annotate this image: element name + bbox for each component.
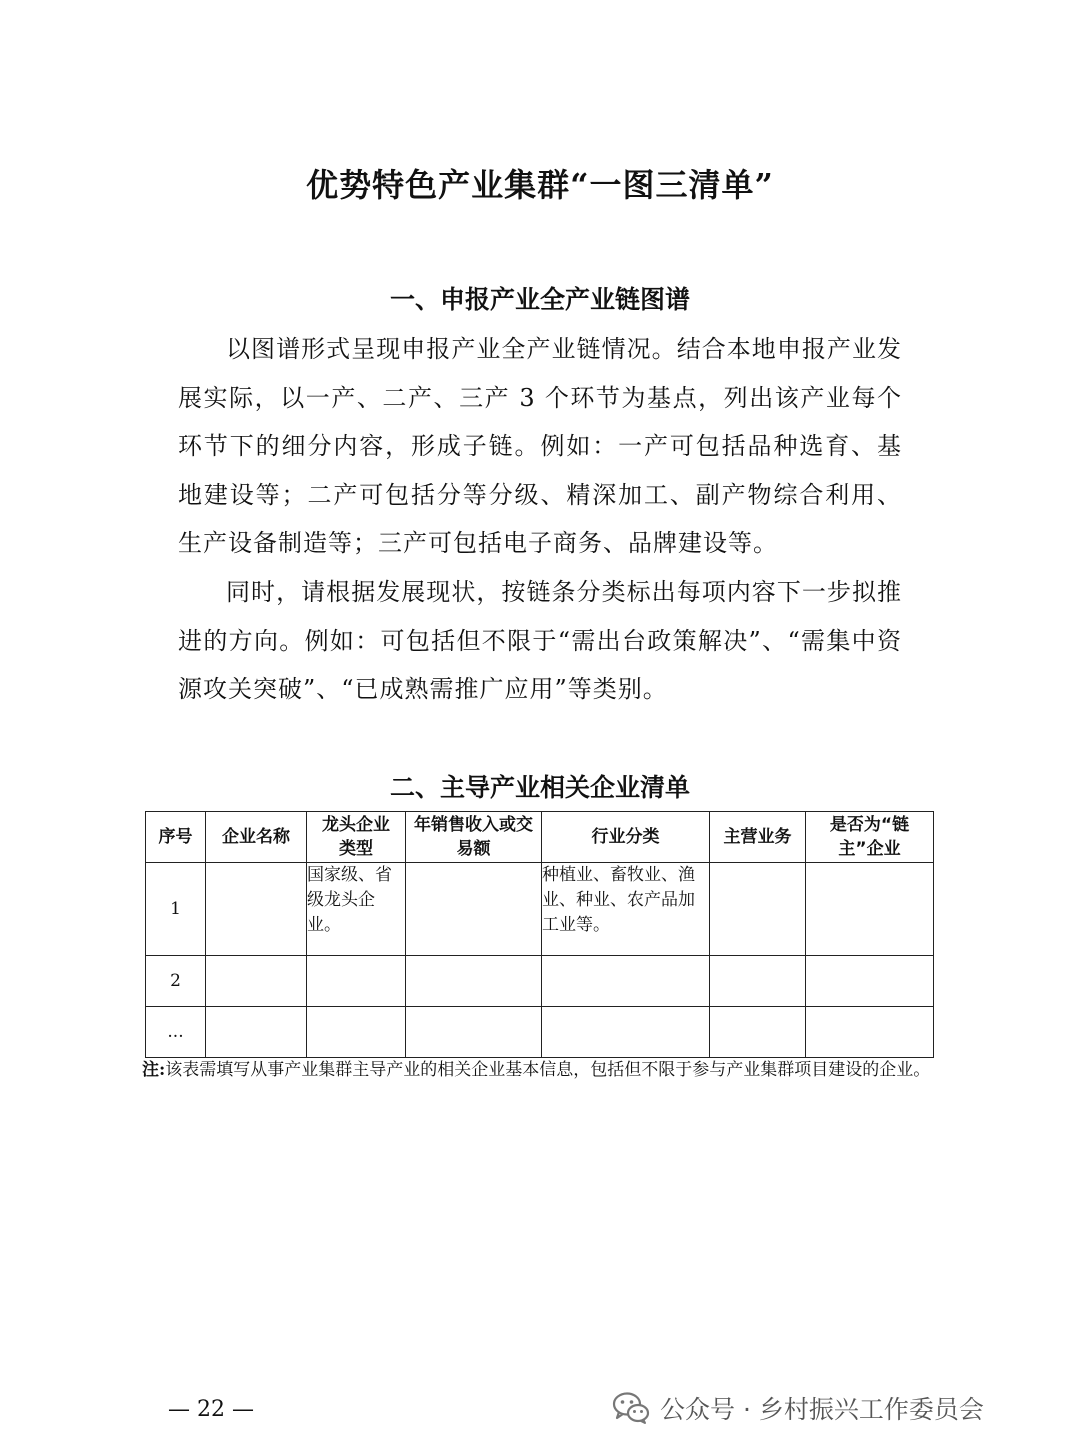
watermark bbox=[612, 1388, 984, 1428]
note-text: 该表需填写从事产业集群主导产业的相关企业基本信息，包括但不限于参与产业集群项目建设的企业。 bbox=[165, 1060, 931, 1080]
cell-chain-leader bbox=[806, 956, 934, 1007]
cell-company-name bbox=[206, 863, 307, 956]
section-1-paragraph-1: 以图谱形式呈现申报产业全产业链情况。结合本地申报产业发展实际，以一产、二产、三产 3 个环节为基点，列出该产业每个环节下的细分内容，形成子链。例如：一产可包括品种选育、基地建设等；二产可包括分等分级、精深加工、副产物综合利用、生产设备制造等；三产可包括电子商务、品牌建设等。 bbox=[178, 335, 902, 557]
cell-company-name bbox=[206, 956, 307, 1007]
page-number: — 22 — bbox=[168, 1397, 254, 1422]
header-revenue: 年销售收入或交易额 bbox=[406, 812, 542, 863]
cell-company-name bbox=[206, 1007, 307, 1058]
section-2-heading: 二、主导产业相关企业清单 bbox=[389, 773, 690, 802]
cell-main-business bbox=[710, 956, 806, 1007]
header-chain-leader: 是否为“链主”企业 bbox=[806, 812, 934, 863]
cell-leader-type bbox=[307, 1007, 406, 1058]
cell-seq: 2 bbox=[146, 956, 206, 1007]
watermark-text: 公众号 · 乡村振兴工作委员会 bbox=[660, 1395, 984, 1424]
cell-seq: ... bbox=[146, 1007, 206, 1058]
section-1-paragraph-2: 同时，请根据发展现状，按链条分类标出每项内容下一步拟推进的方向。例如：可包括但不限于“需出台政策解决”、“需集中资源攻关突破”、“已成熟需推广应用”等类别。 bbox=[178, 578, 902, 703]
cell-industry bbox=[542, 1007, 710, 1058]
table-note bbox=[142, 1057, 937, 1084]
cell-chain-leader bbox=[806, 1007, 934, 1058]
wechat-icon bbox=[612, 1391, 650, 1425]
table-row bbox=[146, 956, 934, 1007]
table-header-row bbox=[146, 812, 934, 863]
header-company-name: 企业名称 bbox=[206, 812, 307, 863]
company-list-table bbox=[145, 811, 934, 1058]
cell-revenue bbox=[406, 956, 542, 1007]
cell-revenue bbox=[406, 863, 542, 956]
cell-leader-type bbox=[307, 956, 406, 1007]
header-main-business: 主营业务 bbox=[710, 812, 806, 863]
table-row bbox=[146, 863, 934, 956]
table-row bbox=[146, 1007, 934, 1058]
cell-industry bbox=[542, 956, 710, 1007]
cell-seq: 1 bbox=[146, 863, 206, 956]
cell-chain-leader bbox=[806, 863, 934, 956]
section-1-heading: 一、申报产业全产业链图谱 bbox=[389, 285, 690, 314]
header-industry: 行业分类 bbox=[542, 812, 710, 863]
document-title: 优势特色产业集群“一图三清单” bbox=[306, 166, 774, 204]
header-seq: 序号 bbox=[146, 812, 206, 863]
cell-main-business bbox=[710, 1007, 806, 1058]
cell-main-business bbox=[710, 863, 806, 956]
cell-leader-type: 国家级、省级龙头企业。 bbox=[307, 863, 406, 956]
header-leader-type: 龙头企业类型 bbox=[307, 812, 406, 863]
cell-revenue bbox=[406, 1007, 542, 1058]
cell-industry: 种植业、畜牧业、渔业、种业、农产品加工业等。 bbox=[542, 863, 710, 956]
note-label: 注: bbox=[142, 1060, 166, 1080]
